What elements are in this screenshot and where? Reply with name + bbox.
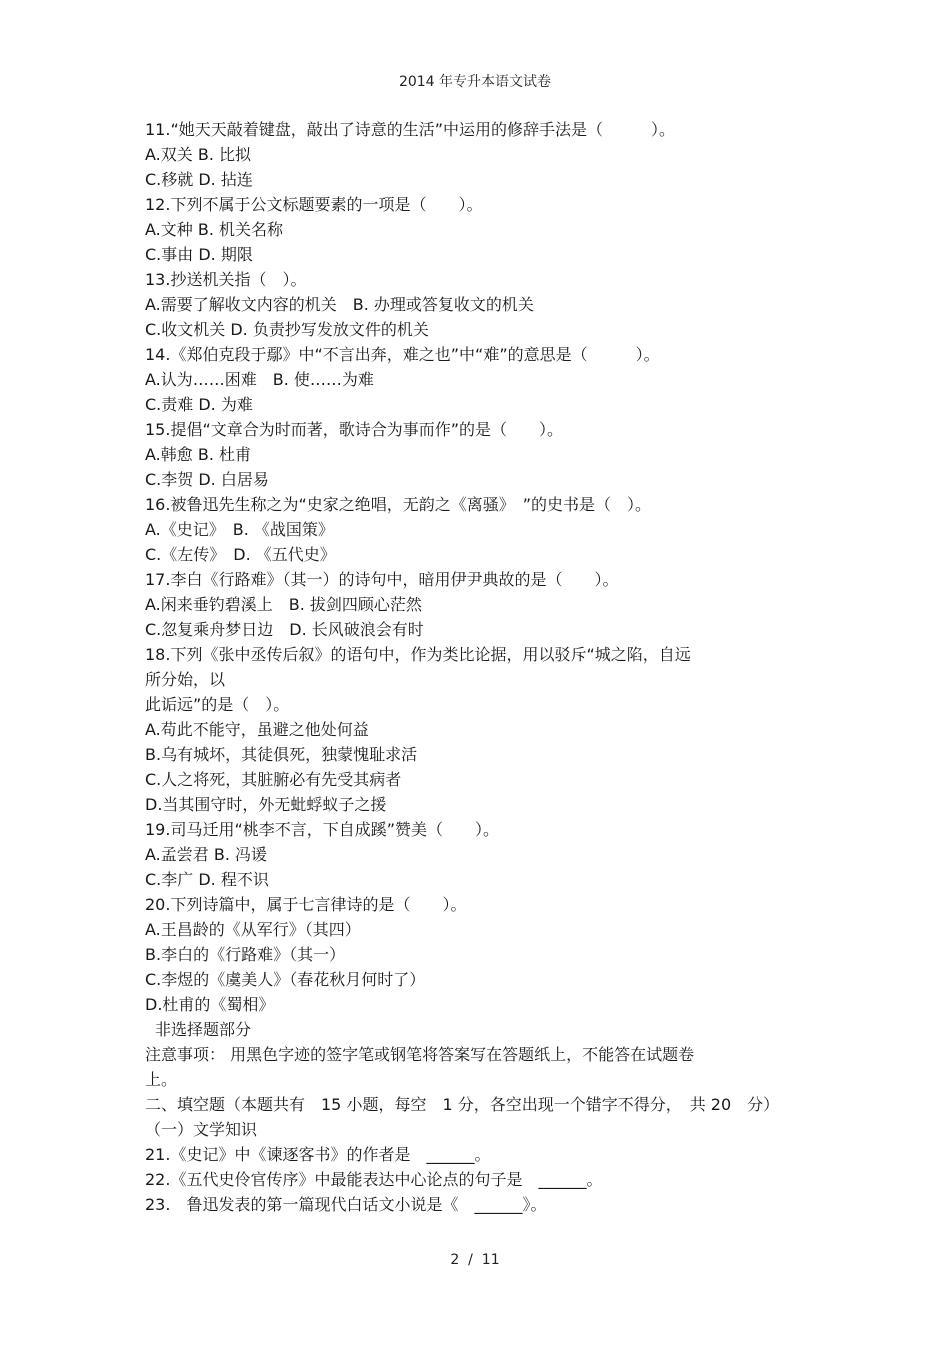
text-line: A.需要了解收文内容的机关 B. 办理或答复收文的机关	[145, 295, 534, 314]
text-line: A.认为……困难 B. 使……为难	[145, 370, 374, 389]
text-line: A.闲来垂钓碧溪上 B. 拔剑四顾心茫然	[145, 595, 422, 614]
section-heading: 二、填空题（本题共有 15 小题，每空 1 分，各空出现一个错字不得分， 共 20 分）	[145, 1095, 780, 1114]
text-line: 18.下列《张中丞传后叙》的语句中，作为类比论据，用以驳斥“城之陷，自远	[145, 645, 691, 664]
text-line: 19.司马迁用“桃李不言，下自成蹊”赞美（ ）。	[145, 820, 500, 839]
text-line: 22.《五代史伶官传序》中最能表达中心论点的句子是 ______。	[145, 1170, 603, 1189]
text-line: A.王昌龄的《从军行》（其四）	[145, 920, 361, 939]
text-line: D.当其围守时，外无蚍蜉蚁子之援	[145, 795, 387, 814]
text-line: C.人之将死，其脏腑必有先受其病者	[145, 770, 402, 789]
text-line: 23. 鲁迅发表的第一篇现代白话文小说是《 ______》。	[145, 1195, 547, 1214]
text-line: A.文种 B. 机关名称	[145, 220, 283, 239]
text-line: C.收文机关 D. 负责抄写发放文件的机关	[145, 320, 429, 339]
subsection-heading: （一）文学知识	[145, 1120, 258, 1139]
text-line: 16.被鲁迅先生称之为“史家之绝唱，无韵之《离骚》 ”的史书是（ ）。	[145, 495, 652, 514]
text-line: C.李煜的《虞美人》（春花秋月何时了）	[145, 970, 426, 989]
text-line: C.李广 D. 程不识	[145, 870, 269, 889]
text-line: C.《左传》 D. 《五代史》	[145, 545, 336, 564]
text-line: A.孟尝君 B. 冯谖	[145, 845, 267, 864]
text-line: C.忽复乘舟梦日边 D. 长风破浪会有时	[145, 620, 424, 639]
text-line: A.苟此不能守，虽避之他处何益	[145, 720, 369, 739]
text-line: A.双关 B. 比拟	[145, 145, 251, 164]
text-line: 21.《史记》中《谏逐客书》的作者是 ______。	[145, 1145, 491, 1164]
page-indicator: 2 / 11	[450, 1252, 500, 1268]
text-line: 20.下列诗篇中，属于七言律诗的是（ ）。	[145, 895, 467, 914]
text-line: A.韩愈 B. 杜甫	[145, 445, 251, 464]
text-line: 11.“她天天敲着键盘，敲出了诗意的生活”中运用的修辞手法是（ ）。	[145, 120, 676, 139]
text-line: 14.《郑伯克段于鄢》中“不言出奔，难之也”中“难”的意思是（ ）。	[145, 345, 660, 364]
text-line: 13.抄送机关指（ ）。	[145, 270, 307, 289]
text-line: 所分始，以	[145, 670, 226, 689]
section-heading: 非选择题部分	[155, 1020, 252, 1039]
text-line: 上。	[145, 1070, 178, 1089]
text-line: 此诟远”的是（ ）。	[145, 695, 290, 714]
text-line: D.杜甫的《蜀相》	[145, 995, 275, 1014]
text-line: B.李白的《行路难》（其一）	[145, 945, 346, 964]
text-line: C.李贺 D. 白居易	[145, 470, 269, 489]
text-line: C.移就 D. 拈连	[145, 170, 253, 189]
text-line: 17.李白《行路难》（其一）的诗句中，暗用伊尹典故的是（ ）。	[145, 570, 619, 589]
exam-content	[145, 117, 825, 1217]
text-line: 注意事项： 用黑色字迹的签字笔或钢笔将答案写在答题纸上，不能答在试题卷	[145, 1045, 695, 1064]
document-header: 2014 年专升本语文试卷	[398, 74, 552, 90]
text-line: 12.下列不属于公文标题要素的一项是（ ）。	[145, 195, 483, 214]
text-line: A.《史记》 B. 《战国策》	[145, 520, 334, 539]
text-line: C.事由 D. 期限	[145, 245, 253, 264]
text-line: B.乌有城坏，其徒俱死，独蒙愧耻求活	[145, 745, 418, 764]
text-line: 15.提倡“文章合为时而著，歌诗合为事而作”的是（ ）。	[145, 420, 564, 439]
text-line: C.责难 D. 为难	[145, 395, 253, 414]
